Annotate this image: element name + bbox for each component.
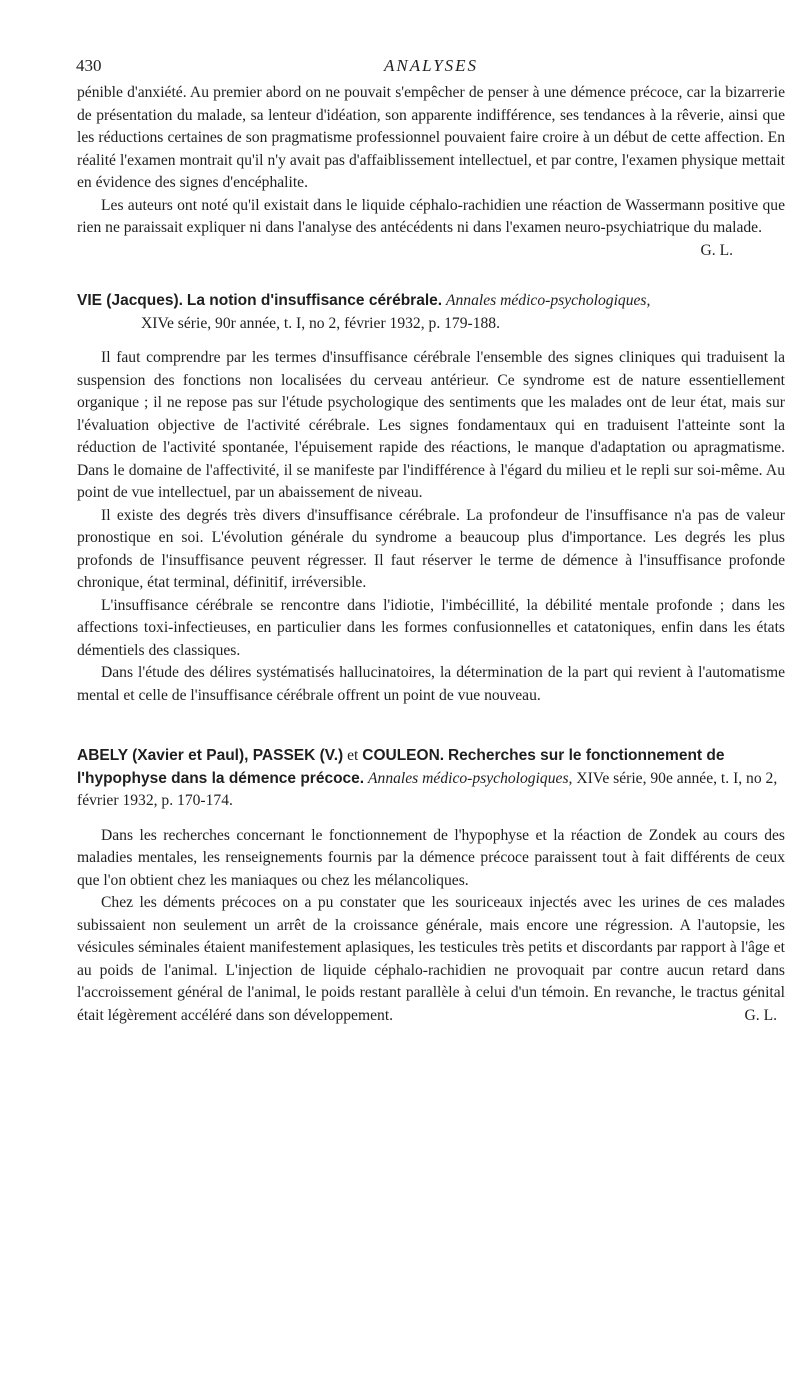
intro-paragraph-1: pénible d'anxiété. Au premier abord on ne pouvait s'empêcher de penser à une démence précoce, car la bizarrerie de présentation du malade, sa lenteur d'idéation, son apparente indifférence, ses tendances à la rêverie, ainsi que les réductions certaines de son pragmatisme professionnel pouvaient faire croire à un début de cette affection. En réalité l'examen montrait qu'il n'y avait pas d'affaiblissement intellectuel, et par contre, l'examen physique mettait en évidence des signes d'encéphalite. (77, 84, 785, 191)
article-abely-author-3: COULEON. (362, 747, 445, 764)
article-abely-and: et (347, 747, 359, 764)
article-vie-paragraph-1: Il faut comprendre par les termes d'insuffisance cérébrale l'ensemble des signes cliniques qui traduisent la suspension des fonctions non localisées du cerveau antérieur. Ce syndrome est de nature essentiellement organique ; il ne repose pas sur l'étude psychologique des sentiments que les malades ont de leur état, mais sur l'évaluation objective de l'activité cérébrale. Les signes fondamentaux qui en traduisent l'atteinte sont la réduction de l'activité spontanée, l'épuisement rapide des réactions, le manque d'adaptation ou apragmatisme. Dans le domaine de l'affectivité, il se manifeste par l'indifférence à l'égard du milieu et le repli sur soi-même. Au point de vue intellectuel, par un abaissement de niveau. (77, 349, 785, 501)
article-vie-journal: Annales médico-psychologiques, (445, 292, 651, 309)
page (77, 56, 785, 1027)
intro-paragraph-2 (77, 195, 785, 263)
article-abely-authors: ABELY (Xavier et Paul), PASSEK (V.) (77, 747, 344, 764)
article-vie-author: VIE (Jacques). (77, 292, 183, 309)
article-abely-signature: G. L. (744, 1006, 777, 1024)
article-abely-paragraph-1: Dans les recherches concernant le fonctionnement de l'hypophyse et la réaction de Zondek au cours des maladies mentales, les renseignements fournis par la démence précoce paraissent tout à fait différents de ceux que l'on obtient chez les maniaques ou chez les mélancoliques. (77, 826, 785, 889)
intro-signature: G. L. (700, 241, 733, 259)
article-abely-paragraph-2-text: Chez les déments précoces on a pu constater que les souriceaux injectés avec les urines de ces malades subissaient non seulement un arrêt de la croissance générale, mais encore une régression. A l'autopsie, les vésicules séminales étaient manifestement aplasiques, les testicules très petits et discordants par rapport à l'âge et au poids de l'animal. L'injection de liquide céphalo-rachidien ne provoquait par contre aucun retard dans l'accroissement général de l'animal, le poids restant parallèle à celui d'un témoin. En revanche, le tractus génital était légèrement accéléré dans son développement. (77, 894, 785, 1024)
running-head (77, 56, 785, 82)
article-vie-paragraph-4: Dans l'étude des délires systématisés hallucinatoires, la détermination de la part qui revient à l'automatisme mental et celle de l'insuffisance cérébrale offrent un point de vue nouveau. (77, 664, 785, 704)
article-vie (77, 290, 785, 707)
article-vie-citation (77, 290, 785, 335)
page-number: 430 (76, 56, 102, 75)
article-vie-paragraph-3: L'insuffisance cérébrale se rencontre dans l'idiotie, l'imbécillité, la débilité mentale profonde ; dans les affections toxi-infectieuses, en particulier dans les formes confusionnelles et catatoniques, enfin dans les états démentiels des classiques. (77, 596, 785, 659)
article-abely-citation (77, 745, 785, 813)
intro-section (77, 82, 785, 262)
article-abely (77, 745, 785, 1027)
article-abely-journal: Annales médico-psychologiques, (368, 769, 573, 787)
intro-paragraph-2-text: Les auteurs ont noté qu'il existait dans le liquide céphalo-rachidien une réaction de Wassermann positive que rien ne paraissait expliquer ni dans l'analyse des antécédents ni dans l'examen neuro-psychiatrique du malade. (77, 196, 785, 236)
article-abely-paragraph-2 (77, 892, 785, 1027)
article-vie-citation-details: XIVe série, 90r année, t. I, no 2, février 1932, p. 179-188. (141, 314, 500, 332)
article-abely-title: Recherches sur le fonctionnement de l'hypophyse dans la démence précoce. (77, 747, 725, 787)
article-vie-paragraph-2: Il existe des degrés très divers d'insuffisance cérébrale. La profondeur de l'insuffisance n'a pas de valeur pronostique en soi. L'évolution générale du syndrome a beaucoup plus d'importance. Les degrés les plus profonds de l'insuffisance peuvent régresser. Il faut réserver le terme de démence à l'insuffisance profonde chronique, état terminal, définitif, irréversible. (77, 506, 785, 591)
article-vie-title: La notion d'insuffisance cérébrale. (186, 292, 443, 309)
running-title: ANALYSES (383, 56, 479, 75)
article-abely-citation-details: XIVe série, 90e année, t. I, no 2, février 1932, p. 170-174. (77, 769, 778, 809)
